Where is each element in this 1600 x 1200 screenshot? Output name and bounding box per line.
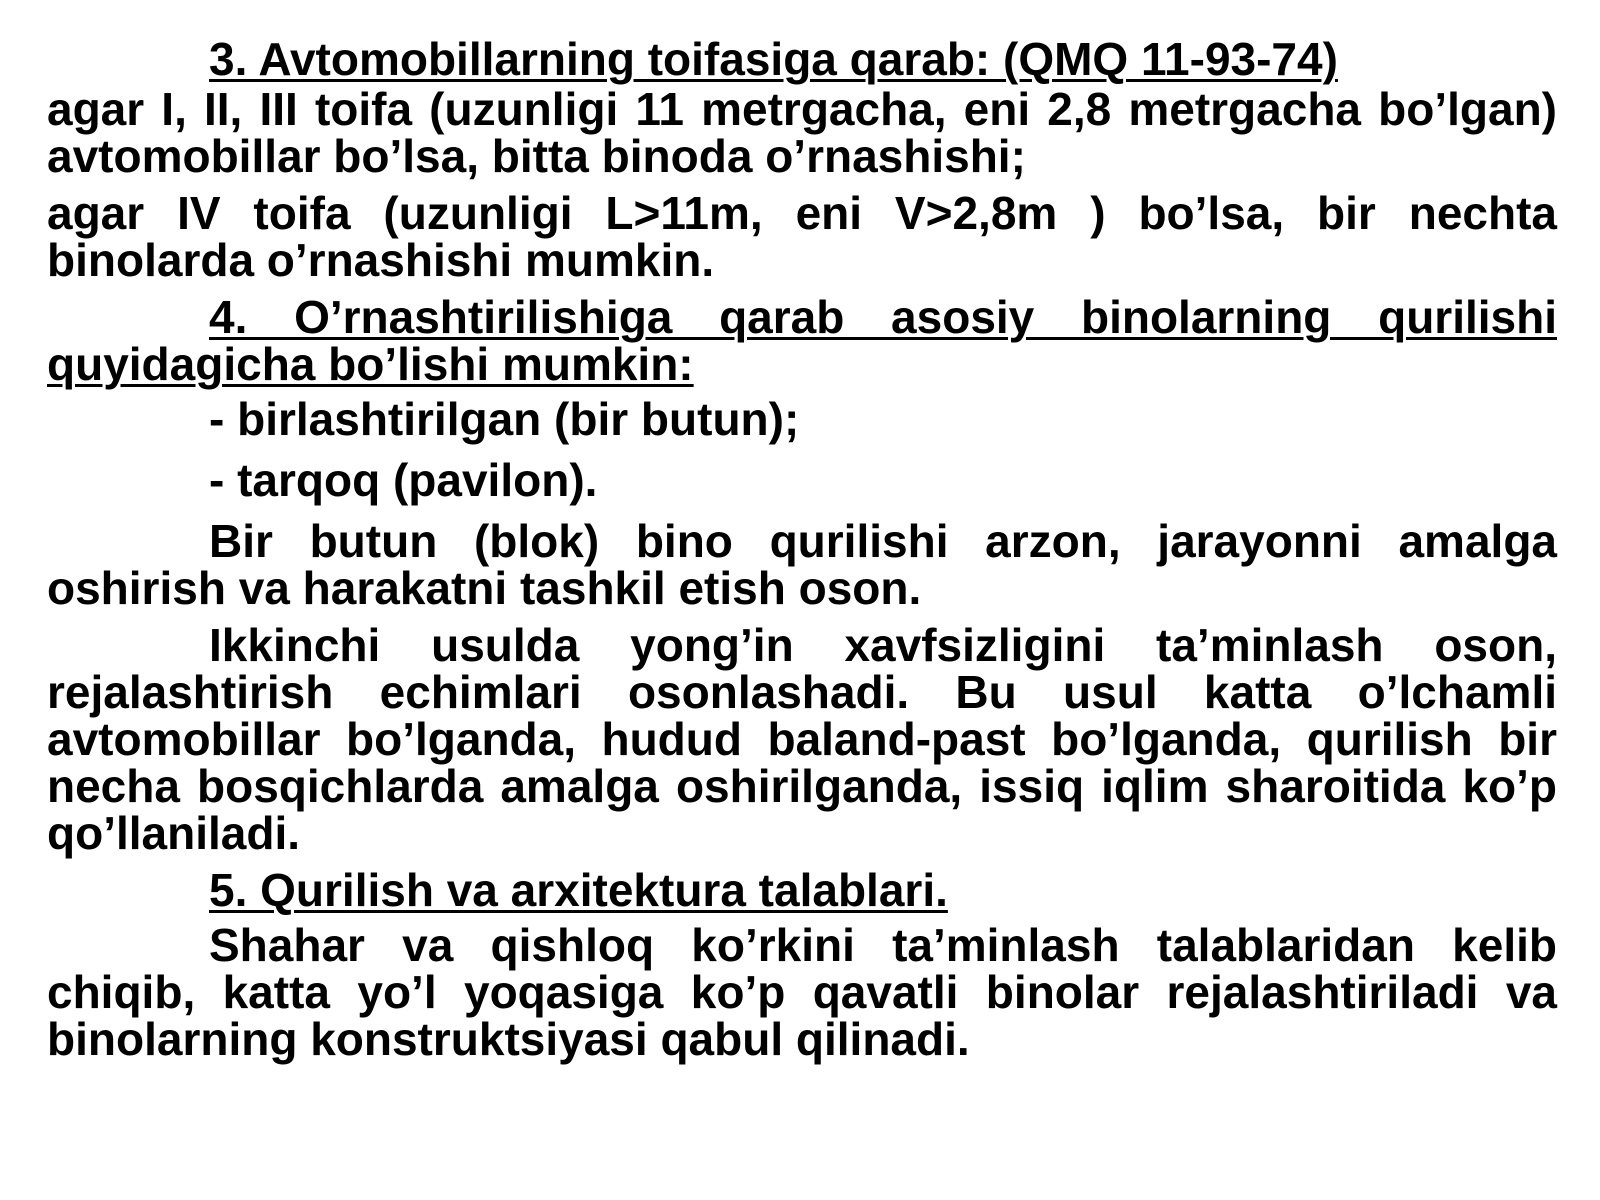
paragraph-architecture: Shahar va qishloq ko’rkini ta’minlash talablaridan kelib chiqib, katta yo’l yoqasiga ko’p qavatli binolar rejalashtiriladi va binolarning konstruktsiyasi qabul qilinadi. — [47, 919, 1557, 1065]
document-page — [47, 33, 1557, 1073]
section-heading-4-text: 4. O’rnashtirilishiga qarab asosiy binolarning qurilishi quyidagicha bo’lishi mumkin: — [47, 291, 1557, 390]
paragraph-block-building: Bir butun (blok) bino qurilishi arzon, jarayonni amalga oshirish va harakatni tashkil etish oson. — [47, 515, 1557, 614]
list-item-combined: - birlashtirilgan (bir butun); — [209, 393, 800, 445]
paragraph-second-method: Ikkinchi usulda yong’in xavfsizligini ta’minlash oson, rejalashtirish echimlari osonlashadi. Bu usul katta o’lchamli avtomobillar bo’lganda, hudud baland-past bo’lganda, qurilish bir necha bosqichlarda amalga oshirilganda, issiq iqlim sharoitida ko’p qo’llaniladi. — [47, 619, 1557, 859]
section-heading-5-text: 5. Qurilish va arxitektura talablari. — [209, 864, 948, 916]
paragraph-category-4: agar IV toifa (uzunligi L>11m, eni V>2,8m ) bo’lsa, bir nechta binolarda o’rnashishi mumkin. — [47, 187, 1557, 286]
section-heading-4 — [47, 291, 1557, 390]
paragraph-category-1-3: agar I, II, III toifa (uzunligi 11 metrgacha, eni 2,8 metrgacha bo’lgan) avtomobillar bo’lsa, bitta binoda o’rnashishi; — [47, 83, 1557, 182]
section-heading-3-text: 3. Avtomobillarning toifasiga qarab: (QMQ 11-93-74) — [209, 33, 1338, 85]
list-item-scattered: - tarqoq (pavilon). — [209, 454, 598, 506]
section-heading-5 — [47, 864, 1557, 916]
section-heading-3 — [47, 33, 1557, 85]
